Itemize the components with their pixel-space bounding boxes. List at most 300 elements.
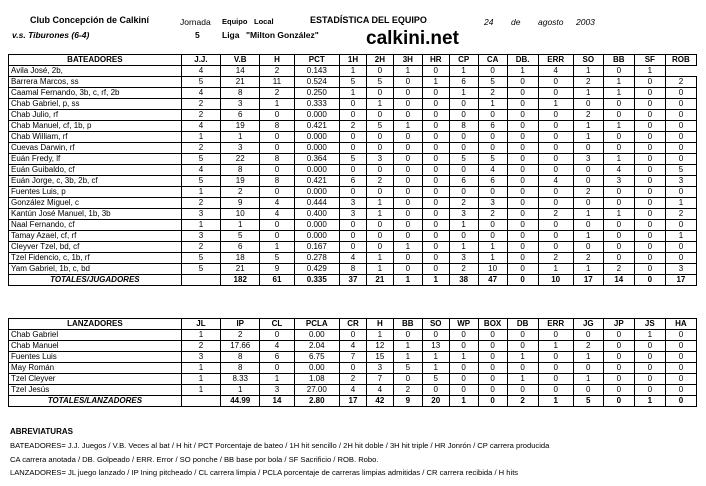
stat-cell: 0 [538,165,573,176]
stat-cell: 0 [449,132,478,143]
stat-cell: 0 [665,385,696,396]
stat-cell: 8 [340,264,367,275]
pitchers-col-header: LANZADORES [9,319,182,330]
stat-cell: 1 [221,220,260,231]
player-name-cell: Fuentes Luis, p [9,187,182,198]
pitchers-col-header: DB [507,319,538,330]
stat-cell: 8.33 [221,374,260,385]
stat-cell: 0 [573,99,603,110]
date-day: 24 [484,17,494,27]
stat-cell: 2 [573,253,603,264]
stat-cell: 8 [260,154,294,165]
pitchers-col-header: SO [422,319,449,330]
stat-cell: 0 [634,121,665,132]
date-year: 2003 [576,17,595,27]
stat-cell: 0.421 [294,176,340,187]
stat-cell: 7 [366,374,393,385]
stat-cell: 3 [340,198,367,209]
stat-cell: 0 [449,99,478,110]
stat-cell: 1 [634,66,665,77]
stat-cell: 3 [181,231,220,242]
stat-cell: 0 [340,132,367,143]
total-cell: 21 [366,275,393,286]
batters-col-header: 2H [366,55,393,66]
stat-cell: 0 [665,154,696,165]
player-name-cell: Cleyver Tzel, bd, cf [9,242,182,253]
stat-cell: 0 [366,132,393,143]
pitchers-col-header: JS [634,319,665,330]
stat-cell: 5 [181,264,220,275]
stat-cell: 0 [449,187,478,198]
player-name-cell: González Miguel, c [9,198,182,209]
stat-cell: 0 [603,99,634,110]
stat-cell: 2 [478,88,507,99]
stat-cell: 0 [449,385,478,396]
stat-cell: 0 [478,132,507,143]
stat-cell: 0 [260,132,294,143]
stat-cell: 0 [422,385,449,396]
batters-col-header: J.J. [181,55,220,66]
stat-cell: 2 [366,176,393,187]
pitchers-col-header: HA [665,319,696,330]
stat-cell: 0 [340,242,367,253]
stat-cell: 0 [449,110,478,121]
pitchers-col-header: WP [449,319,478,330]
stat-cell: 0 [507,110,538,121]
stat-cell: 4 [478,165,507,176]
stat-cell: 0 [634,143,665,154]
stat-cell: 0 [573,198,603,209]
stat-cell: 19 [221,176,260,187]
stat-cell: 2 [181,341,220,352]
pitchers-col-header: BB [393,319,422,330]
stat-cell: 1 [573,352,603,363]
total-cell: 1 [393,275,422,286]
stat-cell: 1 [181,385,220,396]
table-row [9,330,697,341]
stat-cell: 1 [538,99,573,110]
stat-cell: 3 [181,209,220,220]
stat-cell: 0 [366,242,393,253]
stat-cell: 1 [665,231,696,242]
stat-cell: 0 [478,330,507,341]
stat-cell: 0.000 [294,165,340,176]
stat-cell: 4 [260,341,294,352]
stat-cell: 0 [422,198,449,209]
stat-cell: 0 [422,209,449,220]
total-cell: 47 [478,275,507,286]
stat-cell: 1 [221,385,260,396]
table-row [9,154,697,165]
stat-cell: 1 [366,253,393,264]
stat-cell: 2 [181,198,220,209]
stat-cell: 0 [573,363,603,374]
stat-cell: 0 [603,330,634,341]
stat-cell: 0 [340,99,367,110]
stat-cell: 5 [393,363,422,374]
stat-cell: 0 [449,143,478,154]
stat-cell: 1 [538,341,573,352]
stat-cell: 1 [634,330,665,341]
stat-cell: 4 [340,341,367,352]
stat-cell: 2 [665,77,696,88]
player-name-cell: Naal Fernando, cf [9,220,182,231]
table-row [9,385,697,396]
batters-col-header: DB. [507,55,538,66]
table-row [9,66,697,77]
pitchers-table [8,318,697,407]
player-name-cell: Tzel Fidencio, c, 1b, rf [9,253,182,264]
stat-cell: 0 [603,66,634,77]
stat-cell: 19 [221,121,260,132]
batters-col-header: ROB [665,55,696,66]
table-row [9,231,697,242]
stat-cell: 0 [366,143,393,154]
player-name-cell: Tamay Azael, cf, rf [9,231,182,242]
stat-cell: 0 [507,253,538,264]
stat-cell: 0 [366,66,393,77]
stat-cell: 0 [507,385,538,396]
stat-cell: 1 [449,88,478,99]
stat-cell: 2 [603,264,634,275]
stat-cell: 2 [538,209,573,220]
stat-cell: 4 [260,198,294,209]
stat-cell: 12 [366,341,393,352]
stat-cell: 6 [449,77,478,88]
stat-cell: 0 [340,363,367,374]
stat-cell: 2 [573,110,603,121]
stat-cell: 1 [393,121,422,132]
table-row [9,110,697,121]
table-row [9,352,697,363]
table-row [9,198,697,209]
stat-cell: 1 [573,374,603,385]
table-row [9,88,697,99]
stat-cell: 5 [340,77,367,88]
stat-cell: 0.421 [294,121,340,132]
stat-cell: 0 [393,99,422,110]
stat-cell: 0.000 [294,110,340,121]
stat-cell: 0 [603,110,634,121]
stat-cell: 0.278 [294,253,340,264]
stat-cell: 8 [449,121,478,132]
stat-cell: 3 [221,143,260,154]
stat-cell: 4 [603,165,634,176]
total-cell: 37 [340,275,367,286]
stat-cell: 8 [260,176,294,187]
stat-cell: 0.00 [294,363,340,374]
stat-cell: 2 [181,99,220,110]
stat-cell: 0 [634,385,665,396]
stat-cell: 0.000 [294,231,340,242]
stat-cell: 6 [221,110,260,121]
total-cell: 1 [449,396,478,407]
stat-cell: 0 [603,198,634,209]
player-name-cell: Tzel Cleyver [9,374,182,385]
stat-cell: 1 [260,374,294,385]
stat-cell: 0 [260,231,294,242]
stat-cell: 3 [366,363,393,374]
stat-cell: 0 [393,187,422,198]
stat-cell: 0 [422,66,449,77]
stat-cell: 8 [221,165,260,176]
stat-cell: 13 [422,341,449,352]
stat-cell: 10 [478,264,507,275]
stat-cell: 6 [449,176,478,187]
stat-cell: 0 [366,220,393,231]
stat-cell: 1 [422,77,449,88]
total-cell: 0 [603,396,634,407]
stat-cell: 0 [603,352,634,363]
stat-cell: 1 [181,187,220,198]
stat-cell: 0 [260,110,294,121]
stat-cell: 0 [507,143,538,154]
stat-cell: 3 [366,154,393,165]
stat-cell: 0 [538,363,573,374]
stat-cell: 0 [478,363,507,374]
stat-cell: 1 [393,352,422,363]
stat-cell: 0 [634,374,665,385]
stat-cell: 1 [603,88,634,99]
stat-cell: 0 [507,242,538,253]
stat-cell: 3 [573,154,603,165]
stat-cell: 1 [366,198,393,209]
stat-cell: 0 [603,363,634,374]
stat-cell: 0 [393,374,422,385]
stat-cell: 1 [422,352,449,363]
abbreviations-line-1: BATEADORES= J.J. Juegos / V.B. Veces al bat / H hit / PCT Porcentaje de bateo / 1H hit sencillo / 2H hit doble / 3H hit triple / HR Jonrón / CP carrera producida [10,441,550,450]
stat-cell: 0 [538,242,573,253]
stat-cell: 0 [665,143,696,154]
stat-cell: 1 [449,352,478,363]
stat-cell: 3 [449,209,478,220]
player-name-cell: Euán Jorge, c, 3b, 2b, cf [9,176,182,187]
stat-cell: 4 [181,66,220,77]
pitchers-col-header: PCLA [294,319,340,330]
stat-cell: 0 [665,363,696,374]
stat-cell: 0 [422,143,449,154]
stat-cell: 0 [393,264,422,275]
batters-col-header: SF [634,55,665,66]
stat-cell: 0.524 [294,77,340,88]
stat-cell: 0 [422,242,449,253]
stat-cell: 11 [260,77,294,88]
total-cell: 1 [422,275,449,286]
stat-cell: 1 [478,242,507,253]
pitchers-col-header: H [366,319,393,330]
stat-cell: 1 [393,242,422,253]
stat-cell: 0 [538,132,573,143]
total-cell: 14 [260,396,294,407]
player-name-cell: Yam Gabriel, 1b, c, bd [9,264,182,275]
pitchers-col-header: CL [260,319,294,330]
stat-cell: 0 [665,187,696,198]
stat-cell: 0 [340,143,367,154]
stat-cell: 0 [634,187,665,198]
stat-cell: 0 [507,220,538,231]
player-name-cell: Euán Fredy, lf [9,154,182,165]
batters-table [8,54,697,286]
stat-cell: 0 [422,154,449,165]
stat-cell: 0.167 [294,242,340,253]
stat-cell: 0 [603,220,634,231]
stat-cell: 0 [538,143,573,154]
stat-cell: 3 [260,385,294,396]
stat-cell: 3 [603,176,634,187]
stat-cell: 0 [507,187,538,198]
stat-cell: 0 [665,110,696,121]
stat-cell: 1 [573,231,603,242]
stat-cell: 21 [221,77,260,88]
stat-cell: 0 [340,110,367,121]
stat-cell: 0 [340,231,367,242]
stat-cell: 0.143 [294,66,340,77]
stat-cell: 0 [449,231,478,242]
local-label: Local [254,17,274,26]
stat-cell: 0 [634,352,665,363]
stat-cell: 5 [181,77,220,88]
stat-cell: 0 [260,165,294,176]
stat-cell: 0 [634,176,665,187]
stat-cell: 0 [366,110,393,121]
stat-cell: 0 [366,231,393,242]
stat-cell: 0 [507,341,538,352]
total-cell: 1 [538,396,573,407]
stat-cell: 1 [573,264,603,275]
stat-cell: 17.66 [221,341,260,352]
stat-cell: 0 [573,385,603,396]
stat-cell: 1 [603,77,634,88]
stat-cell: 0 [422,187,449,198]
stat-cell: 0 [393,330,422,341]
stat-cell: 0 [393,143,422,154]
stat-cell: 0 [538,385,573,396]
stat-cell: 0 [507,88,538,99]
stat-cell: 1 [181,330,220,341]
stat-cell: 4 [181,165,220,176]
stat-cell: 0 [665,374,696,385]
abbreviations-line-3: LANZADORES= JL juego lanzado / IP Ining pitcheado / CL carrera limpia / PCLA porcentaje de carreras limpias admitidas / CR carrera recibida / H hits [10,468,519,477]
stat-cell: 0 [665,253,696,264]
stat-cell: 0 [507,363,538,374]
table-row [9,132,697,143]
stat-cell: 0 [393,165,422,176]
batters-col-header: V.B [221,55,260,66]
stat-cell: 1 [507,66,538,77]
total-cell [181,275,220,286]
stat-cell: 0 [603,231,634,242]
pitchers-col-header: CR [340,319,367,330]
total-cell: 44.99 [221,396,260,407]
stat-cell: 1 [449,242,478,253]
stat-cell: 4 [340,385,367,396]
stat-cell: 0 [634,209,665,220]
stat-cell: 0.000 [294,132,340,143]
stat-cell: 0 [422,132,449,143]
stat-cell: 2 [340,121,367,132]
stat-cell: 2 [478,209,507,220]
stat-cell: 3 [665,176,696,187]
total-cell: 17 [573,275,603,286]
stat-cell: 0 [260,220,294,231]
stat-cell: 5 [478,77,507,88]
stat-cell: 0 [478,231,507,242]
stat-cell: 4 [366,385,393,396]
stat-cell: 0 [507,121,538,132]
stat-cell: 0 [538,121,573,132]
stat-cell: 1 [507,352,538,363]
stat-cell: 0 [634,77,665,88]
stat-cell: 2 [260,66,294,77]
stat-cell: 0 [603,253,634,264]
player-name-cell: Tzel Jesús [9,385,182,396]
stat-cell: 2 [181,242,220,253]
pitchers-col-header: IP [221,319,260,330]
table-row [9,363,697,374]
player-name-cell: Euán Guibaldo, cf [9,165,182,176]
stat-cell: 0 [393,253,422,264]
stat-cell: 6 [260,352,294,363]
liga-value: "Milton González" [246,30,319,40]
table-row [9,165,697,176]
stat-cell: 2 [538,253,573,264]
stat-cell: 3 [478,198,507,209]
stat-cell: 0.364 [294,154,340,165]
stat-cell: 0 [665,121,696,132]
stat-cell: 9 [221,198,260,209]
stat-cell: 0 [603,132,634,143]
stat-cell: 0 [393,77,422,88]
table-row [9,99,697,110]
stat-cell: 0 [393,176,422,187]
player-name-cell: Chab Julio, rf [9,110,182,121]
pitchers-col-header: BOX [478,319,507,330]
stat-cell: 0 [665,220,696,231]
stat-cell: 2 [181,143,220,154]
stat-cell: 15 [366,352,393,363]
batters-col-header: SO [573,55,603,66]
stat-cell: 5 [181,154,220,165]
total-cell: 10 [538,275,573,286]
stat-cell: 0 [603,187,634,198]
total-cell [181,396,220,407]
stat-cell: 4 [538,66,573,77]
stat-cell: 0 [634,154,665,165]
batters-col-header: 1H [340,55,367,66]
total-cell: 17 [340,396,367,407]
table-row [9,264,697,275]
total-cell: 2.80 [294,396,340,407]
stat-cell: 1 [366,99,393,110]
stat-cell: 0 [634,341,665,352]
stat-cell: 1 [181,363,220,374]
stat-cell: 0 [340,187,367,198]
club-name: Club Concepción de Calkiní [30,15,150,25]
stat-cell: 0 [603,143,634,154]
stat-cell: 0 [393,88,422,99]
stat-cell: 1 [573,66,603,77]
stat-cell: 0 [507,99,538,110]
player-name-cell: Cuevas Darwin, rf [9,143,182,154]
stat-cell: 0 [422,88,449,99]
stat-cell: 9 [260,264,294,275]
stat-cell: 0 [603,374,634,385]
date-de: de [511,17,521,27]
stat-cell: 21 [221,264,260,275]
stat-cell: 2 [181,110,220,121]
stat-cell: 1 [478,99,507,110]
stat-cell: 0 [393,198,422,209]
